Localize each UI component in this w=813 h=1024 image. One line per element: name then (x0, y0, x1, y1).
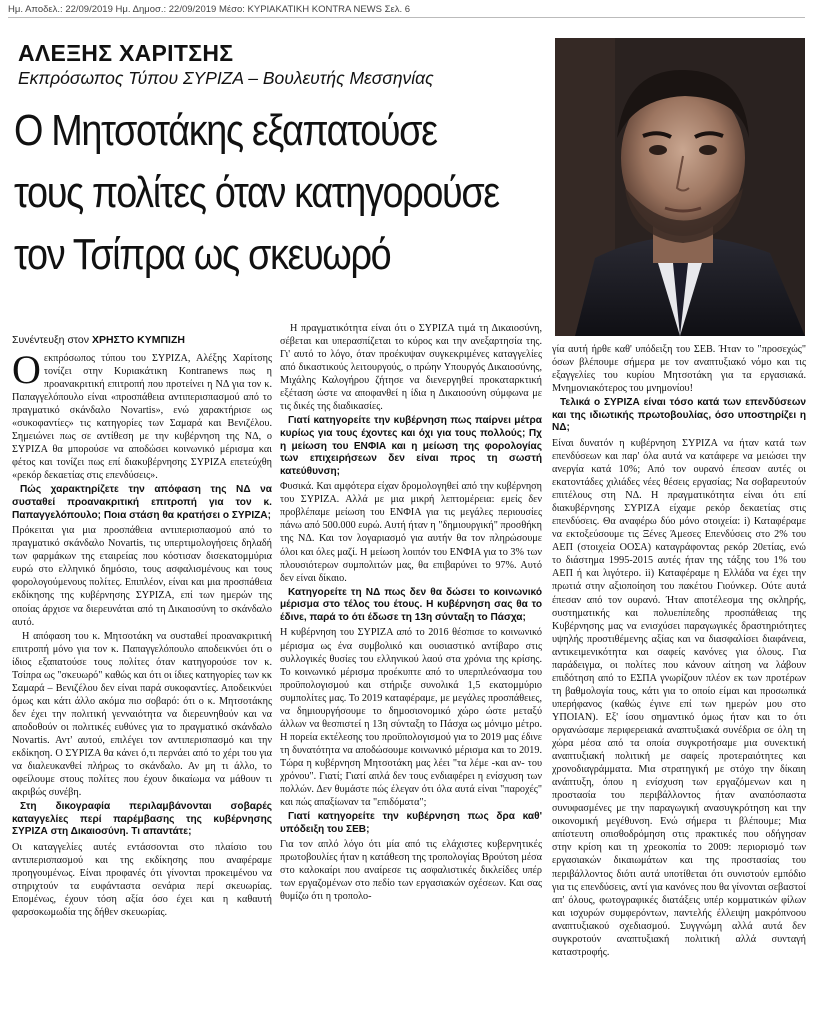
answer-paragraph: Πρόκειται για μια προσπάθεια αντιπερισπασμού από το πραγματικό σκάνδαλο Novartis, τις υπερτιμολογήσεις δηλαδή των φαρμάκων της εταιρείας που κόστισαν δισεκατομμύρια ευρώ στο ελληνικό δημόσιο, τους ασφαλισμένους και τους φορολογούμενους πολίτες. Επιπλέον, είναι και μια προσπάθεια εκδίκησης της κυβέρνησης ΣΥΡΙΖΑ, επί των ημερών της οποίας άρχισε να διερευνάται από τη Δικαιοσύνη το σκάνδαλο αυτό. (12, 525, 272, 628)
answer-paragraph: Οι καταγγελίες αυτές εντάσσονται στο πλαίσιο του αντιπερισπασμού και της εκδίκησης που αναφέραμε προηγουμένως. Είναι προφανές ότι γίνονται προκειμένου να στηριχτούν τα ευφάνταστα σενάρια περί σκευωρίας. Επομένως, έχουν τόση αξία όσο έχει και η καθαυτή φαρσοκωμωδία της δήθεν σκευωρίας. (12, 842, 272, 919)
question-3: Γιατί κατηγορείτε την κυβέρνηση πως παίρνει μέτρα κυρίως για τους έχοντες και όχι για τους πολλούς; Πχ η μείωση του ΕΝΦΙΑ και η μείωση της φορολογίας των επιχειρήσεων δεν είναι προς τη σωστή κατεύθυνση; (280, 415, 542, 477)
clipping-meta-line: Ημ. Αποδελ.: 22/09/2019 Ημ. Δημοσ.: 22/09/2019 Μέσο: ΚΥΡΙΑΚΑΤΙΚΗ KONTRA NEWS Σελ. 6 (8, 2, 805, 18)
answer-paragraph: Η πραγματικότητα είναι ότι ο ΣΥΡΙΖΑ τιμά τη Δικαιοσύνη, σέβεται και υπερασπίζεται το κύρος και την ανεξαρτησία της. Γι' αυτό το λόγο, όταν προέκυψαν συγκεκριμένες καταγγελίες από δικαστικούς λειτουργούς, ο πρώην Υπουργός Δικαιοσύνης, Μιχάλης Καλογήρου ζήτησε να διενεργηθεί προκαταρκτική εξέταση ώστε να αποφανθεί η ίδια η Δικαιοσύνη σύμφωνα με τις δικές της διαδικασίες. (280, 323, 542, 413)
intro-text: εκπρόσωπος τύπου του ΣΥΡΙΖΑ, Αλέξης Χαρίτσης τονίζει στην Κυριακάτικη Kontranews πως η προανακριτική επιτροπή που προτείνει η ΝΔ για τον κ. Παπαγγελόπουλο είναι «προσπάθεια αντιπερισπασμού από το πραγματικό σκάνδαλο Novartis», ενώ χαρακτήρισε ως «συκοφαντίες» τις κατηγορίες των Σαμαρά και Βενιζέλου. Σημειώνει πως σε αντίθεση με την κυβέρνηση της ΝΔ, ο ΣΥΡΙΖΑ θα μπορούσε να αποδώσει κοινωνικό μέρισμα και φέτος και τονίζει πως επί διακυβέρνησης ΣΥΡΙΖΑ επετεύχθη «ρεκόρ δεκαετίας στις επενδύσεις». (12, 353, 272, 482)
author-role: Εκπρόσωπος Τύπου ΣΥΡΙΖΑ – Βουλευτής Μεσσηνίας (18, 68, 434, 88)
interview-credit (12, 334, 185, 346)
interviewer-name: ΧΡΗΣΤΟ ΚΥΜΠΙΖΗ (91, 334, 185, 346)
answer-paragraph: γία αυτή ήρθε καθ' υπόδειξη του ΣΕΒ. Ήταν το "προσεχώς" όσων βλέπουμε σήμερα με τον αναπτυξιακό νόμο και τις εξαγγελίες του κυρίου Μητσοτάκη για τα εργασιακά. Μνημονιακότερος του μνημονίου! (552, 344, 806, 395)
article-column-3 (552, 343, 806, 1020)
headline-line-2: τους πολίτες όταν κατηγορούσε (14, 168, 499, 217)
question-4: Κατηγορείτε τη ΝΔ πως δεν θα δώσει το κοινωνικό μέρισμα στο τέλος του έτους. Η κυβέρνηση σας θα το έδινε, παρά το ότι έδωσε τη 13η σύνταξη το Πάσχα; (280, 586, 542, 623)
question-6: Τελικά ο ΣΥΡΙΖΑ είναι τόσο κατά των επενδύσεων και της ιδιωτικής πρωτοβουλίας, όσο υποστηρίζει η ΝΔ; (552, 397, 806, 434)
portrait-illustration (555, 38, 805, 336)
article-column-2 (280, 322, 542, 1020)
interview-prefix: Συνέντευξη στον (12, 334, 90, 346)
answer-paragraph: Η κυβέρνηση του ΣΥΡΙΖΑ από το 2016 θέσπισε το κοινωνικό μέρισμα ως ένα συμβολικό και ουσιαστικό αντίβαρο στις συλλογικές θυσίες του ελληνικού λαού στα χρόνια της κρίσης. Το κοινωνικό μέρισμα προέκυπτε από το υπερπλεόνασμα του προϋπολογισμού και στήριξε συνολικά 1,5 εκατομμύριο συμπολίτες μας. Το 2019 καταφέραμε, με μεγάλες προσπάθειες, να δημιουργήσουμε το δημοσιονομικό χώρο ώστε μεταξύ άλλων να θεσπιστεί η 13η σύνταξη το Πάσχα ως μόνιμο μέτρο. Η πορεία εκτέλεσης του προϋπολογισμού για το 2019 μας έδινε τη δυνατότητα να αποδώσουμε κοινωνικό μέρισμα και το 2019. Τώρα η κυβέρνηση Μητσοτάκη μας λέει "τα λέμε -και αν- του χρόνου". Γιατί; Γιατί απλά δεν τους ενδιαφέρει η ενίσχυση των πολλών. Δεν θυμάστε πώς έλεγαν ότι όλα αυτά είναι "παροχές" και πώς απαξίωναν τα "επιδόματα"; (280, 627, 542, 809)
author-portrait-photo (555, 38, 805, 336)
answer-paragraph: Η απόφαση του κ. Μητσοτάκη να συσταθεί προανακριτική επιτροπή μόνο για τον κ. Παπαγγελόπουλο αποδεικνύει ότι ο ίδιος εξαπατούσε τους πολίτες όταν κατηγορούσε τον κ. Τσίπρα ως "σκευωρό" καθώς και ότι οι ίδιες κατηγορίες των κκ Σαμαρά – Βενιζέλου δεν είναι παρά συκοφαντίες. Αποδεικνύει όμως και κάτι άλλο ακόμα πιο σοβαρό: ότι ο κ. Μητσοτάκης δεν έχει την πολιτική γενναιότητα να διερευνηθούν και να αποδοθούν οι πολιτικές ευθύνες για το πραγματικό σκάνδαλο Novartis. Αντ' αυτού, επιλέγει τον αντιπερισπασμό και την εκδίκηση. Ο ΣΥΡΙΖΑ θα κάνει ό,τι περνάει από το χέρι του για να διαλευκανθεί πλήρως το σκάνδαλο. Αν μη τι άλλο, το οφείλουμε στους πολίτες που έχουν δικαίωμα να μάθουν τι ακριβώς συνέβη. (12, 630, 272, 799)
answer-paragraph: Είναι δυνατόν η κυβέρνηση ΣΥΡΙΖΑ να ήταν κατά των επενδύσεων και παρ' όλα αυτά να κατάφερε να μειώσει την ανεργία κατά 10%; Από τον ουρανό έπεσαν αυτές οι εκατοντάδες χιλιάδες νέες θέσεις εργασίας; Να σοβαρευτούν επιτέλους στη ΝΔ. Η πραγματικότητα είναι ότι επί διακυβέρνησης ΣΥΡΙΖΑ είχαμε ρεκόρ δεκαετίας στις επενδύσεις. Θα αναφέρω δύο μόνο στοιχεία: i) Καταφέραμε να εκτοξεύσουμε τις Ξένες Άμεσες Επενδύσεις στο 2% του ΑΕΠ (στοιχεία ΟΟΣΑ) καταγράφοντας ρεκόρ 20ετίας, ενώ το διάστημα 1995-2015 αυτές ήταν της τάξης του 1% του ΑΕΠ ή και λιγότερο. ii) Καταφέραμε η Ελλάδα να έχει την πρωτιά στην αξιοποίηση του πακέτου Γιούνκερ. Ούτε αυτά έπεσαν από τον ουρανό. Ήταν αποτέλεσμα της σκληρής, συστηματικής και πολυεπίπεδης προσπάθειας της Κυβέρνησης μας να ενισχύσει παραγωγικές δραστηριότητες υψηλής προστιθέμενης αξίας και να διασφαλίσει διαφάνεια, αντικειμενικότητα και σαφείς κανόνες για όλους. Για παράδειγμα, οι πολίτες που κάνουν αίτηση να λάβουν επιδότηση από το ΕΣΠΑ γνωρίζουν πλέον εκ των προτέρων τη βαθμολογία τους, κάτι για το οποίο είμαι και προσωπικά υπερήφανος (καθώς έγινε επί των ημερών μου στο ΥΠΟΙΑΝ). Εξ' ίσου σημαντικό όμως ήταν και το ότι οργανώσαμε περιφερειακά αναπτυξιακά συνέδρια σε όλη τη χώρα μέσα από τα οποία συγκροτήσαμε μια συνεκτική αναπτυξιακή πολιτική με σαφείς προτεραιότητες και χρονοδιαγράμματα. Μια στρατηγική με στόχο την δίκαιη ανάπτυξη, όπου η ενίσχυση των εργαζόμενων και η προστασία του περιβάλλοντος ήταν αναπόσπαστα συνυφασμένες με την παραγωγική ανασυγκρότηση και την οικονομική μεγέθυνση. Ενώ σήμερα τι βλέπουμε; Μια απίστευτη οπισθοδρόμηση στις πρακτικές που οδήγησαν στην κρίση και τη χρεοκοπία το 2009: περιορισμό των εργασιακών δικαιωμάτων και της προστασίας του περιβάλλοντος διότι αυτά υποτίθεται ότι συνιστούν εμπόδιο για τις επενδύσεις, αντί για κανόνες που θα γίνονται σεβαστοί απ' όλους, φωτογραφικές διατάξεις υπέρ κομματικών φίλων και ισχυρών συμφερόντων, παντελής έλλειψη μακρόπνοου αναπτυξιακού σχεδιασμού. Συγγνώμη αλλά αυτά δεν συγκροτούν αναπτυξιακή πολιτική αλλά συνταγή καταστροφής. (552, 437, 806, 958)
headline-line-1: Ο Μητσοτάκης εξαπατούσε (14, 106, 437, 155)
question-1: Πώς χαρακτηρίζετε την απόφαση της ΝΔ να συσταθεί προανακριτική επιτροπή για τον κ. Παπαγγελόπουλο; Ποια στάση θα κρατήσει ο ΣΥΡΙΖΑ; (12, 484, 272, 521)
article-column-1 (12, 352, 272, 1020)
question-5: Γιατί κατηγορείτε την κυβέρνηση πως δρα καθ' υπόδειξη του ΣΕΒ; (280, 811, 542, 835)
headline-line-3: τον Τσίπρα ως σκευωρό (14, 230, 391, 279)
answer-paragraph: Φυσικά. Και αμφότερα είχαν δρομολογηθεί από την κυβέρνηση του ΣΥΡΙΖΑ. Αλλά με μια μικρή λεπτομέρεια: εμείς δεν προβλέπαμε μείωση του ΕΝΦΙΑ για τις μεγάλες περιουσίες πάνω από 500.000 ευρώ. Αυτή ήταν η "δημιουργική" προσθήκη της ΝΔ. Και τον λογαριασμό για αυτήν θα τον πληρώσουμε όλοι και όλες μαζί. Η μείωση λοιπόν του ΕΝΦΙΑ για το 3% των πλουσιότερων συμπολιτών μας, θα επιβαρύνει το 97%. Αυτό δεν είναι δίκαιο. (280, 481, 542, 584)
author-name: ΑΛΕΞΗΣ ΧΑΡΙΤΣΗΣ (18, 40, 234, 66)
headline (14, 100, 554, 286)
drop-cap: Ο (12, 352, 41, 392)
intro-paragraph (12, 352, 272, 482)
question-2: Στη δικογραφία περιλαμβάνονται σοβαρές καταγγελίες περί παρέμβασης της κυβέρνησης ΣΥΡΙΖΑ στη Δικαιοσύνη. Τι απαντάτε; (12, 801, 272, 838)
answer-paragraph: Για τον απλό λόγο ότι μία από τις ελάχιστες κυβερνητικές πρωτοβουλίες ήταν η κατάθεση της τροπολογίας Βρούτση μέσα στο καλοκαίρι που αναίρεσε τις ασφαλιστικές δικλείδες υπέρ των εργαζομένων στο πεδίο των εργασιακών σχέσεων. Και σας θυμίζω ότι η τροπολο- (280, 839, 542, 903)
